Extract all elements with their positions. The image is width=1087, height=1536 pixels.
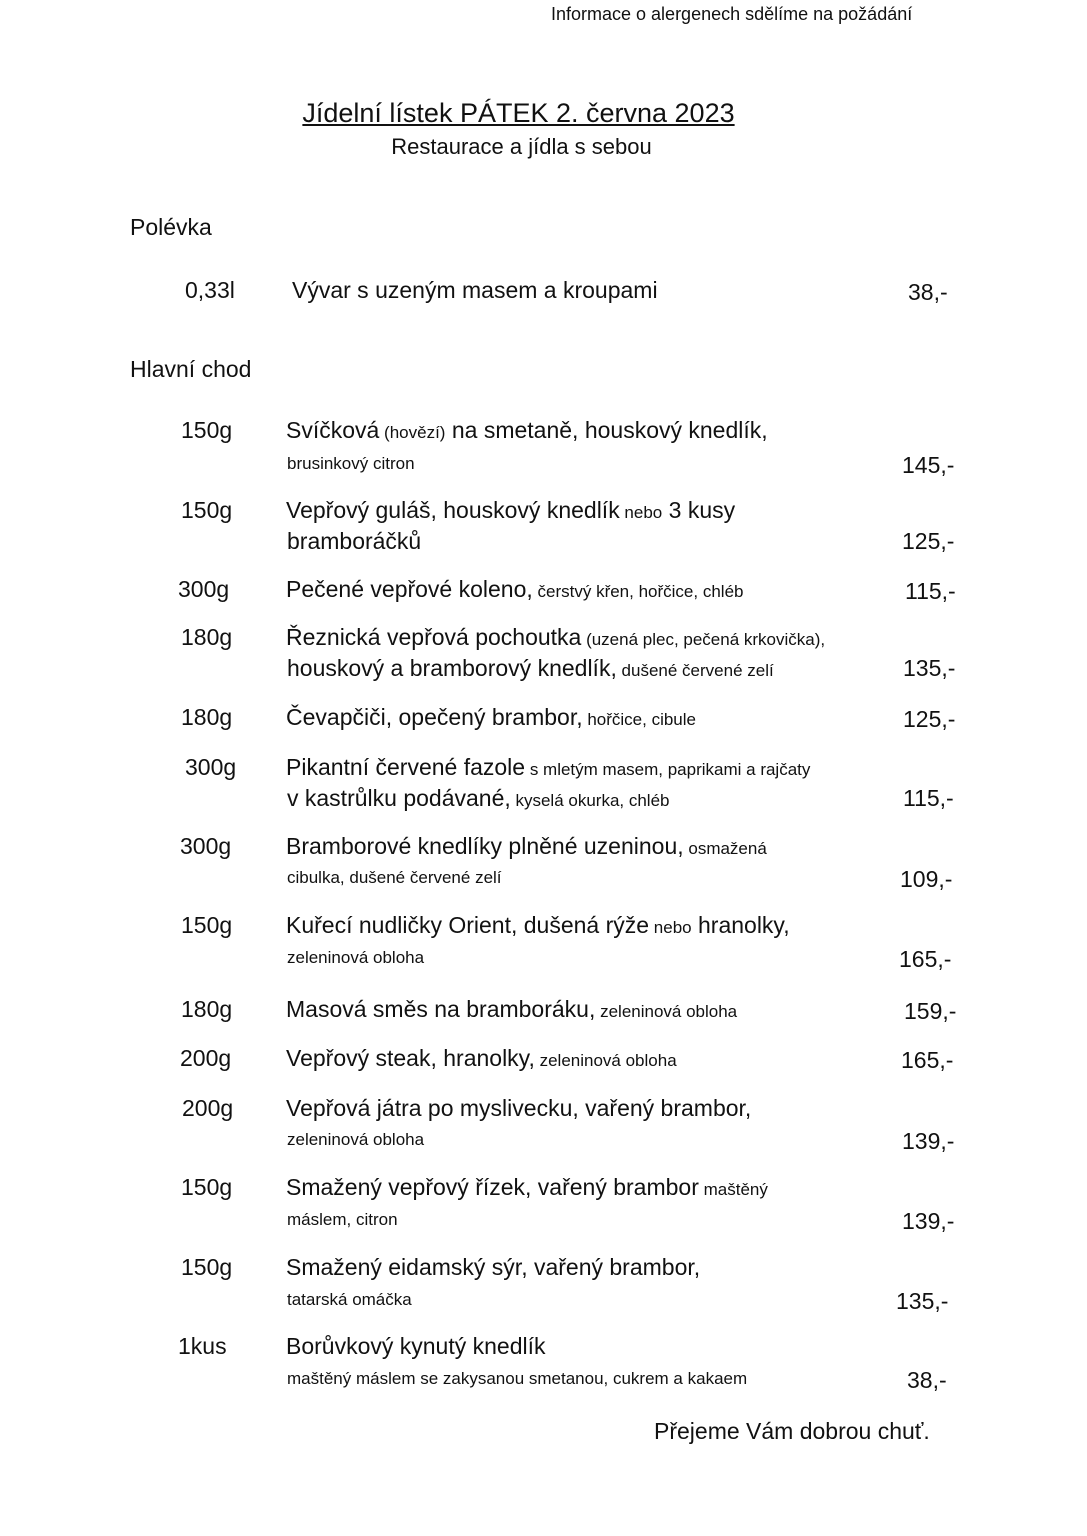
item-name-cont: na smetaně, houskový knedlík, — [445, 417, 768, 443]
item-price: 38,- — [908, 279, 948, 305]
item-price: 109,- — [900, 866, 953, 892]
section-heading-soup: Polévka — [130, 214, 212, 240]
item-name: Bramborové knedlíky plněné uzeninou, — [286, 833, 684, 859]
item-note: nebo — [619, 503, 663, 522]
item-quantity: 180g — [181, 996, 233, 1022]
item-side: tatarská omáčka — [287, 1290, 412, 1309]
item-price: 145,- — [902, 452, 955, 478]
item-side: v kastrůlku podávané, — [287, 785, 511, 811]
item-price: 125,- — [903, 706, 956, 732]
item-side: zeleninová obloha — [287, 948, 425, 967]
item-name: Masová směs na bramboráku, — [286, 996, 596, 1022]
menu-title: Jídelní lístek PÁTEK 2. června 2023 — [302, 98, 735, 128]
item-quantity: 300g — [185, 754, 237, 780]
item-note: hořčice, cibule — [582, 710, 696, 729]
item-price: 125,- — [902, 528, 955, 554]
item-quantity: 300g — [178, 576, 230, 602]
item-name: Vepřový guláš, houskový knedlík — [286, 497, 620, 523]
item-line-1 — [286, 996, 737, 1023]
item-side-note: dušené červené zelí — [616, 661, 774, 680]
item-quantity: 200g — [182, 1095, 234, 1121]
item-name: Smažený eidamský sýr, vařený brambor, — [286, 1254, 701, 1280]
item-name: Svíčková — [286, 417, 380, 443]
item-note: čerstvý křen, hořčice, chléb — [532, 582, 744, 601]
item-price: 38,- — [907, 1367, 947, 1393]
item-line-2 — [287, 1130, 424, 1150]
item-price: 159,- — [904, 998, 957, 1024]
item-line-1 — [286, 833, 767, 860]
item-line-1 — [286, 1095, 751, 1122]
item-name: Pikantní červené fazole — [286, 754, 526, 780]
item-name: Kuřecí nudličky Orient, dušená rýže — [286, 912, 650, 938]
menu-subtitle: Restaurace a jídla s sebou — [391, 134, 652, 159]
item-name: Vepřový steak, hranolky, — [286, 1045, 535, 1071]
item-quantity: 150g — [181, 912, 233, 938]
item-price: 135,- — [903, 655, 956, 681]
item-line-2 — [287, 868, 502, 888]
item-price: 115,- — [905, 578, 956, 604]
item-name: Čevapčiči, opečený brambor, — [286, 704, 583, 730]
item-line-2 — [287, 1369, 747, 1389]
item-quantity: 1kus — [178, 1333, 227, 1359]
item-line-2 — [287, 785, 670, 812]
item-note: zeleninová obloha — [534, 1051, 677, 1070]
item-price: 115,- — [903, 785, 954, 811]
item-quantity: 150g — [181, 417, 233, 443]
item-note: zeleninová obloha — [595, 1002, 738, 1021]
item-line-2 — [287, 948, 424, 968]
item-quantity: 300g — [180, 833, 232, 859]
item-name: Vývar s uzeným masem a kroupami — [292, 277, 658, 303]
item-quantity: 150g — [181, 1254, 233, 1280]
item-note: nebo — [649, 918, 692, 937]
item-line-2 — [287, 1290, 412, 1310]
item-line-1 — [286, 576, 743, 603]
item-name: Borůvkový kynutý knedlík — [286, 1333, 546, 1359]
item-quantity: 150g — [181, 1174, 233, 1200]
item-line-1 — [286, 754, 810, 781]
item-note: s mletým masem, paprikami a rajčaty — [525, 760, 811, 779]
item-side: houskový a bramborový knedlík, — [287, 655, 617, 681]
item-price: 135,- — [896, 1288, 949, 1314]
item-quantity: 150g — [181, 497, 233, 523]
item-note: maštěný — [698, 1180, 768, 1199]
item-side: cibulka, dušené červené zelí — [287, 868, 502, 887]
item-side: bramboráčků — [287, 528, 422, 554]
item-line-1 — [286, 1333, 546, 1360]
item-price: 165,- — [899, 946, 952, 972]
item-line-1 — [286, 1045, 677, 1072]
item-line-1 — [286, 1254, 700, 1281]
item-line-2 — [287, 454, 415, 474]
item-line-1 — [286, 417, 768, 444]
item-quantity: 180g — [181, 704, 233, 730]
item-name: Smažený vepřový řízek, vařený brambor — [286, 1174, 699, 1200]
item-side-note: kyselá okurka, chléb — [510, 791, 670, 810]
item-note: (hovězí) — [379, 423, 446, 442]
item-line-1 — [286, 704, 696, 731]
item-line-1 — [286, 624, 825, 651]
item-quantity: 180g — [181, 624, 233, 650]
item-quantity: 0,33l — [185, 277, 235, 303]
item-side: máslem, citron — [287, 1210, 398, 1229]
section-heading-main: Hlavní chod — [130, 356, 252, 382]
item-note: (uzená plec, pečená krkovička), — [581, 630, 826, 649]
item-side: maštěný máslem se zakysanou smetanou, cukrem a kakaem — [287, 1369, 748, 1388]
item-line-2 — [287, 655, 774, 682]
item-line-2 — [287, 1210, 398, 1230]
item-name: Řeznická vepřová pochoutka — [286, 624, 582, 650]
item-price: 165,- — [901, 1047, 954, 1073]
item-name-cont: hranolky, — [691, 912, 790, 938]
item-price: 139,- — [902, 1128, 955, 1154]
item-line-1 — [286, 912, 790, 939]
item-line-2 — [287, 528, 421, 555]
allergen-note: Informace o alergenech sdělíme na požádání — [551, 4, 913, 24]
item-name: Vepřová játra po myslivecku, vařený brambor, — [286, 1095, 752, 1121]
item-side: brusinkový citron — [287, 454, 415, 473]
item-quantity: 200g — [180, 1045, 232, 1071]
item-name-cont: 3 kusy — [662, 497, 736, 523]
item-note: osmažená — [683, 839, 767, 858]
item-price: 139,- — [902, 1208, 955, 1234]
item-line-1 — [286, 1174, 768, 1201]
item-name: Pečené vepřové koleno, — [286, 576, 533, 602]
closing-wish: Přejeme Vám dobrou chuť. — [654, 1418, 930, 1444]
item-side: zeleninová obloha — [287, 1130, 425, 1149]
item-line-1 — [286, 497, 735, 524]
